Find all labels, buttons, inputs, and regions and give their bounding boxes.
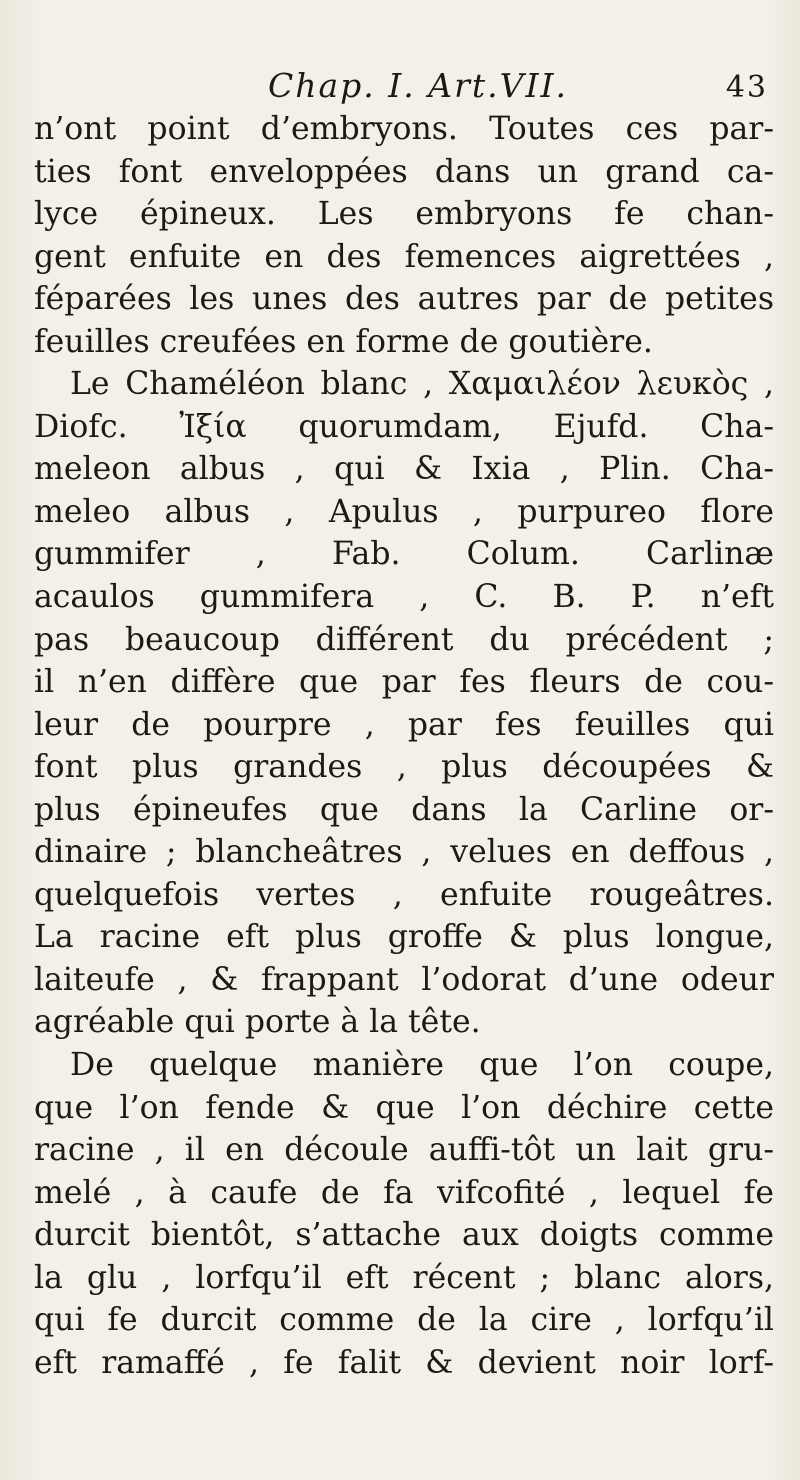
text-line: Le Chaméléon blanc , Χαμαιλέον λευκὸς , (70, 366, 774, 403)
text-line: melé , à caufe de fa vifcofité , lequel fe (34, 1174, 774, 1211)
text-line: racine , il en découle auffi-tôt un lait gru- (34, 1132, 774, 1169)
text-line: la glu , lorfqu’il eft récent ; blanc alors, (34, 1259, 774, 1296)
running-title: Chap. I. Art.VII. (267, 66, 569, 105)
text-line: leur de pourpre , par fes feuilles qui (34, 706, 774, 743)
text-line: quelquefois vertes , enfuite rougeâtres. (34, 876, 774, 913)
text-line: dinaire ; blancheâtres , velues en deffous , (34, 834, 774, 871)
text-line: Diofc. Ἰξία quorumdam, Ejufd. Cha- (34, 408, 774, 445)
text-line: plus épineufes que dans la Carline or- (34, 791, 774, 828)
page-number: 43 (725, 70, 768, 105)
page-header (118, 66, 768, 105)
text-line: pas beaucoup différent du précédent ; (34, 621, 774, 658)
text-line: meleon albus , qui & Ixia , Plin. Cha- (34, 451, 774, 488)
text-line: ties font enveloppées dans un grand ca- (34, 153, 774, 190)
text-line: laiteufe , & frappant l’odorat d’une odeur (34, 961, 774, 998)
text-line: eft ramaffé , fe falit & devient noir lorf- (34, 1344, 774, 1381)
text-line: meleo albus , Apulus , purpureo flore (34, 493, 774, 530)
text-line: La racine eft plus groffe & plus longue, (34, 919, 774, 956)
text-line: qui fe durcit comme de la cire , lorfqu’il (34, 1302, 774, 1339)
text-line: gent enfuite en des femences aigrettées , (34, 238, 774, 275)
text-line: n’ont point d’embryons. Toutes ces par- (34, 111, 774, 147)
text-line: durcit bientôt, s’attache aux doigts comme (34, 1217, 774, 1254)
body-text (34, 108, 774, 1384)
text-line: agréable qui porte à la tête. (34, 1004, 481, 1041)
text-line: De quelque manière que l’on coupe, (70, 1047, 774, 1084)
text-line: féparées les unes des autres par de petites (34, 281, 774, 318)
text-line: lyce épineux. Les embryons fe chan- (34, 196, 774, 233)
text-line: que l’on fende & que l’on déchire cette (34, 1089, 774, 1126)
text-line: font plus grandes , plus découpées & (34, 749, 774, 786)
text-line: gummifer , Fab. Colum. Carlinæ (34, 536, 774, 573)
text-line: feuilles creufées en forme de goutière. (34, 323, 653, 360)
text-line: acaulos gummifera , C. B. P. n’eft (34, 579, 774, 616)
text-line: il n’en diffère que par fes fleurs de cou- (34, 664, 774, 701)
